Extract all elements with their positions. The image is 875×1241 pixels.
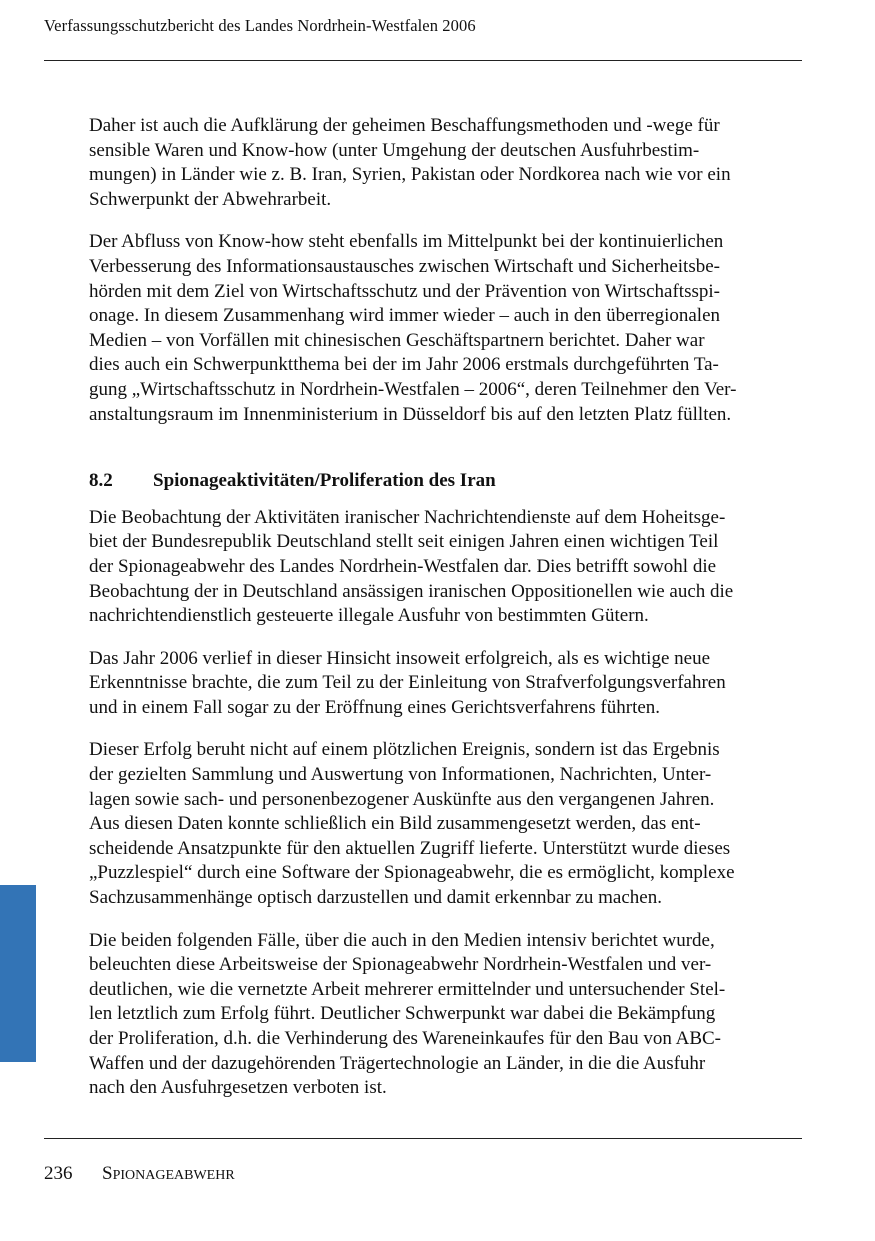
text-line: Die Beobachtung der Aktivitäten iranischer Nachrichtendienste auf dem Hoheitsge- [89, 506, 726, 528]
text-line: Die beiden folgenden Fälle, über die auch in den Medien intensiv berichtet wurde, [89, 929, 715, 951]
page-footer [44, 1163, 235, 1185]
footer-section-name [102, 1163, 235, 1184]
text-line: Beobachtung der in Deutschland ansässigen iranischen Oppositionellen wie auch die [89, 580, 734, 602]
text-line: der Proliferation, d.h. die Verhinderung des Wareneinkaufes für den Bau von ABC- [89, 1028, 722, 1049]
text-line: onage. In diesem Zusammenhang wird immer wieder – auch in den überregionalen [89, 305, 721, 327]
page-body [89, 114, 801, 1101]
text-line: Verbesserung des Informationsaustausches zwischen Wirtschaft und Sicherheitsbe- [89, 255, 720, 277]
text-line: und in einem Fall sogar zu der Eröffnung eines Gerichtsverfahrens führten. [89, 696, 661, 718]
paragraph [89, 230, 801, 427]
text-line: nach den Ausfuhrgesetzen verboten ist. [89, 1077, 387, 1099]
chapter-side-tab [0, 885, 36, 1062]
text-line: scheidende Ansatzpunkte für den aktuellen Zugriff lieferte. Unterstützt wurde dieses [89, 837, 731, 859]
text-line: „Puzzlespiel“ durch eine Software der Spionageabwehr, die es ermöglicht, komplexe [89, 862, 735, 884]
paragraph [89, 929, 801, 1101]
footer-section-initial: S [102, 1163, 113, 1184]
intro-paragraphs [89, 114, 801, 427]
text-line: len letztlich zum Erfolg führt. Deutlicher Schwerpunkt war dabei die Bekämpfung [89, 1003, 716, 1025]
text-line: Schwerpunkt der Abwehrarbeit. [89, 188, 332, 210]
footer-section-rest: PIONAGEABWEHR [112, 1168, 235, 1183]
text-line: Medien – von Vorfällen mit chinesischen Geschäftspartnern berichtet. Daher war [89, 329, 705, 351]
text-line: Waffen und der dazugehörenden Trägertechnologie an Länder, in die die Ausfuhr [89, 1052, 706, 1074]
text-line: mungen) in Länder wie z. B. Iran, Syrien, Pakistan oder Nordkorea nach wie vor ein [89, 164, 731, 186]
text-line: nachrichtendienstlich gesteuerte illegale Ausfuhr von bestimmten Gütern. [89, 605, 649, 627]
section-number: 8.2 [89, 470, 113, 492]
text-line: Dieser Erfolg beruht nicht auf einem plötzlichen Ereignis, sondern ist das Ergebnis [89, 739, 720, 761]
paragraph [89, 738, 801, 910]
running-header: Verfassungsschutzbericht des Landes Nordrhein-Westfalen 2006 [44, 16, 476, 35]
section-heading [89, 469, 801, 494]
text-line: Sachzusammenhänge optisch darzustellen und damit erkennbar zu machen. [89, 887, 662, 909]
text-line: der gezielten Sammlung und Auswertung von Informationen, Nachrichten, Unter- [89, 764, 712, 786]
text-line: beleuchten diese Arbeitsweise der Spionageabwehr Nordrhein-Westfalen und ver- [89, 954, 712, 976]
text-line: Daher ist auch die Aufklärung der geheimen Beschaffungsmethoden und -wege für [89, 115, 720, 136]
text-line: Aus diesen Daten konnte schließlich ein Bild zusammengesetzt werden, das ent- [89, 813, 701, 835]
paragraph [89, 647, 801, 721]
footer-rule [44, 1138, 802, 1139]
text-line: sensible Waren und Know-how (unter Umgehung der deutschen Ausfuhrbestim- [89, 139, 700, 161]
text-line: dies auch ein Schwerpunktthema bei der im Jahr 2006 erstmals durchgeführten Ta- [89, 354, 719, 376]
paragraph [89, 506, 801, 629]
text-line: lagen sowie sach- und personenbezogener Auskünfte aus den vergangenen Jahren. [89, 788, 715, 810]
text-line: hörden mit dem Ziel von Wirtschaftsschutz und der Prävention von Wirtschaftsspi- [89, 280, 720, 302]
header-rule [44, 60, 802, 61]
page-number: 236 [44, 1163, 73, 1184]
text-line: gung „Wirtschaftsschutz in Nordrhein-Westfalen – 2006“, deren Teilnehmer den Ver- [89, 378, 737, 400]
section-paragraphs [89, 506, 801, 1101]
text-line: Der Abfluss von Know-how steht ebenfalls im Mittelpunkt bei der kontinuierlichen [89, 231, 724, 253]
text-line: der Spionageabwehr des Landes Nordrhein-Westfalen dar. Dies betrifft sowohl die [89, 555, 717, 577]
section-title: Spionageaktivitäten/Proliferation des Iran [153, 470, 496, 492]
paragraph [89, 114, 801, 212]
text-line: Das Jahr 2006 verlief in dieser Hinsicht insoweit erfolgreich, als es wichtige neue [89, 647, 711, 669]
text-line: biet der Bundesrepublik Deutschland stellt seit einigen Jahren einen wichtigen Teil [89, 531, 719, 553]
text-line: anstaltungsraum im Innenministerium in Düsseldorf bis auf den letzten Platz füllten. [89, 403, 732, 425]
text-line: Erkenntnisse brachte, die zum Teil zu der Einleitung von Strafverfolgungsverfahren [89, 672, 726, 694]
text-line: deutlichen, wie die vernetzte Arbeit mehrerer ermittelnder und untersuchender Stel- [89, 978, 726, 1000]
